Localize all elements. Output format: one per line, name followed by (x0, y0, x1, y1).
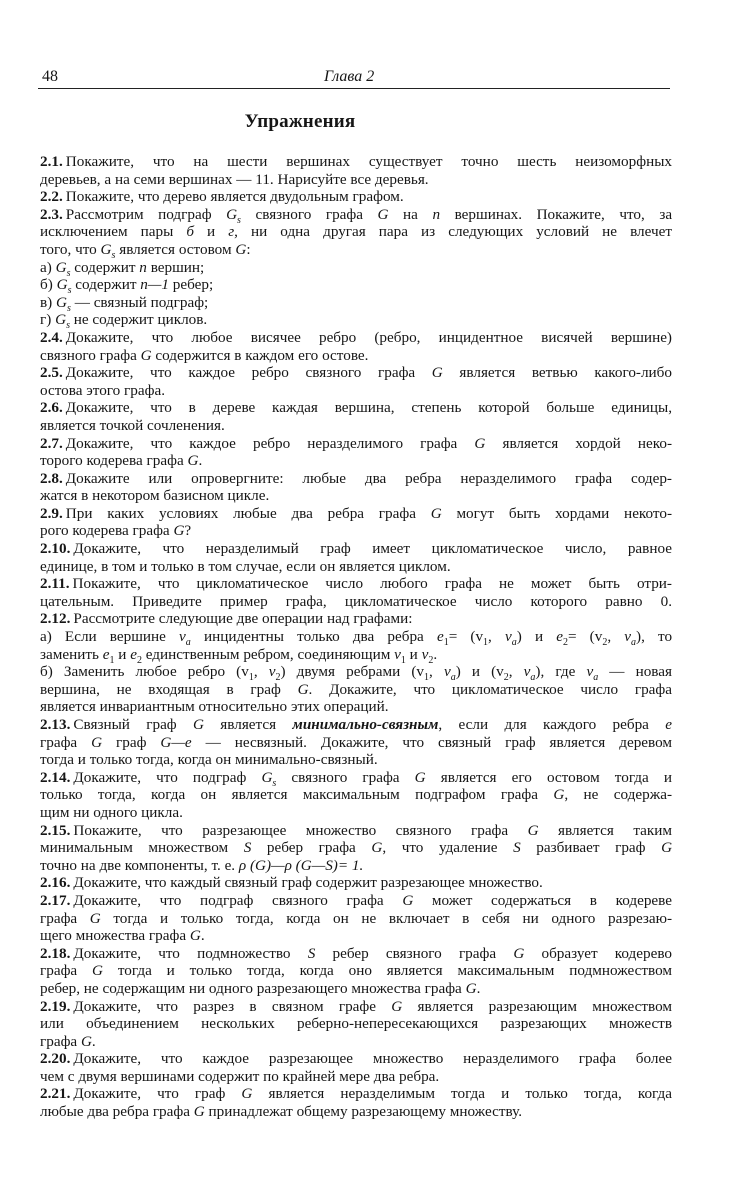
exercise-2-13: 2.13. Связный граф G является минимально-связным, если для каждого ребра e графа G граф G—e — несвязный. Докажите, что связный граф является деревом тогда и только тогда, когда он минимально-связный. (40, 716, 673, 769)
exercise-2-21: 2.21. Докажите, что граф G является неразделимым тогда и только тогда, когда любые два ребра графа G принадлежат общему разрезающему множеству. (40, 1085, 672, 1121)
chapter-title: Глава 2 (324, 68, 375, 85)
exercise-2-16: 2.16. Докажите, что каждый связный граф содержит разрезающее множество. (40, 874, 543, 892)
exercise-2-18: 2.18. Докажите, что подмножество S ребер связного графа G образует кодерево графа G тогда и только тогда, когда оно является максимальным подмножеством ребер, не содержащим ни одного разрезающего множества графа G. (40, 944, 673, 997)
section-title: Упражнения (244, 111, 356, 132)
exercise-2-10: 2.10. Докажите, что неразделимый граф имеет цикломатическое число, равное единице, в том и только в том случае, если он является циклом. (40, 540, 672, 575)
exercise-2-14: 2.14. Докажите, что подграф $G_s$ связного графа G является его остовом тогда и только тогда, когда он является максимальным подграфом графа G, не содержа- щим ни одного цикла. (40, 768, 673, 821)
exercise-list (40, 153, 672, 1121)
running-head (38, 66, 670, 89)
exercise-2-12: 2.12. Рассмотрите следующие две операции над графами: а) Если вершине $v_a$ инцидентны только два ребра $e_1= (v_1$, $v_a$) и $e_2= (v_2$, $v_a$), то заменить $e_1$ и $e_2$ единственным ребром, соединяющим $v_1$ и $v_2$. б) Заменить любое ребро ($v_1$, $v_2$) двумя ребрами ($v_1$, $v_a$) и ($v_2$, $v_a$), где $v_a$ — новая вершина, не входящая в граф G. Докажите, что цикломатическое число графа является инвариантным относительно этих операций. (40, 610, 673, 716)
exercise-2-7: 2.7. Докажите, что каждое ребро неразделимого графа G является хордой неко- торого кодерева графа G. (40, 434, 673, 470)
page-number: 48 (42, 68, 58, 85)
exercise-2-20: 2.20. Докажите, что каждое разрезающее множество неразделимого графа более чем с двумя вершинами содержит по крайней мере два ребра. (40, 1050, 672, 1085)
exercise-2-19: 2.19. Докажите, что разрез в связном графе G является разрезающим множеством или объединением нескольких реберно-непересекающихся разрезающих множеств графа G. (40, 997, 673, 1050)
exercise-2-3: 2.3. Рассмотрим подграф $G_s$ связного графа G на n вершинах. Покажите, что, за исключением пары б и г, ни одна другая пара из следующих условий не влечет того, что $G_s$ является остовом G: а) $G_s$ содержит n вершин; б) $G_s$ содержит n—1 ребер; в) $G_s$ — связный подграф; г) $G_s$ не содержит циклов. (40, 205, 673, 332)
exercise-2-8: 2.8. Докажите или опровергните: любые два ребра неразделимого графа содер- жатся в некотором базисном цикле. (40, 469, 672, 505)
exercise-2-5: 2.5. Докажите, что каждое ребро связного графа G является ветвью какого-либо остова этого графа. (40, 364, 673, 399)
exercise-2-9: 2.9. При каких условиях любые два ребра графа G могут быть хордами некото- рого кодерева графа G? (40, 504, 673, 540)
exercise-2-4: 2.4. Докажите, что любое висячее ребро (ребро, инцидентное висячей вершине) связного графа G содержится в каждом его остове. (40, 328, 672, 364)
exercise-2-1: 2.1. Покажите, что на шести вершинах существует точно шесть неизоморфных деревьев, а на семи вершинах — 11. Нарисуйте все деревья. (40, 153, 672, 188)
exercise-2-15: 2.15. Покажите, что разрезающее множество связного графа G является таким минимальным множеством S ребер графа G, что удаление S разбивает граф G точно на две компоненты, т. е. ρ (G)—ρ (G—S)= 1. (40, 821, 673, 874)
exercise-2-6: 2.6. Докажите, что в дереве каждая вершина, степень которой больше единицы, является точкой сочленения. (40, 399, 672, 434)
exercise-2-11: 2.11. Покажите, что цикломатическое число любого графа не может быть отри- цательным. Приведите пример графа, цикломатическое число которого равно 0. (40, 575, 672, 610)
exercise-2-17: 2.17. Докажите, что подграф связного графа G может содержаться в кодереве графа G тогда и только тогда, когда он не включает в себя ни одного разрезаю- щего множества графа G. (40, 891, 673, 945)
exercise-2-2: 2.2. Покажите, что дерево является двудольным графом. (40, 188, 404, 206)
